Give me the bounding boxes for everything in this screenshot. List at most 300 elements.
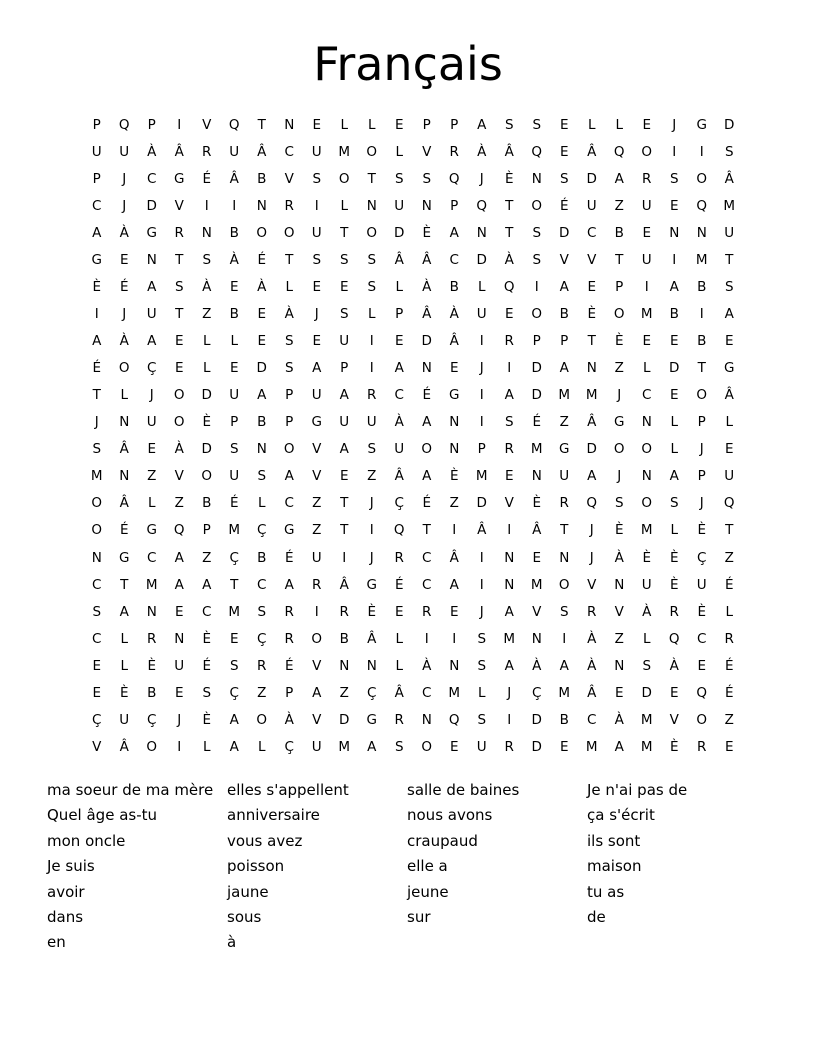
grid-letter[interactable]: A — [559, 279, 569, 296]
grid-letter[interactable]: O — [91, 522, 103, 539]
grid-letter[interactable]: E — [339, 279, 349, 296]
grid-letter[interactable]: I — [699, 144, 704, 161]
grid-letter[interactable]: N — [449, 414, 460, 431]
grid-letter[interactable]: V — [532, 603, 542, 620]
grid-letter[interactable]: É — [119, 522, 129, 539]
grid-letter[interactable]: É — [394, 576, 404, 593]
grid-letter[interactable]: I — [479, 387, 484, 404]
grid-letter[interactable]: M — [558, 684, 571, 701]
grid-letter[interactable]: I — [507, 522, 512, 539]
grid-letter[interactable]: A — [504, 387, 514, 404]
grid-letter[interactable]: P — [697, 414, 706, 431]
grid-letter[interactable]: E — [724, 441, 734, 458]
grid-letter[interactable]: I — [699, 306, 704, 323]
grid-letter[interactable]: G — [449, 387, 460, 404]
grid-letter[interactable]: Â — [587, 414, 597, 431]
grid-letter[interactable]: A — [559, 360, 569, 377]
grid-letter[interactable]: Â — [587, 684, 597, 701]
grid-letter[interactable]: Â — [449, 549, 459, 566]
grid-letter[interactable]: J — [122, 171, 127, 188]
grid-letter[interactable]: À — [449, 306, 459, 323]
grid-letter[interactable]: G — [284, 522, 295, 539]
grid-letter[interactable]: À — [642, 603, 652, 620]
grid-letter[interactable]: U — [641, 252, 652, 269]
grid-letter[interactable]: S — [339, 252, 349, 269]
grid-letter[interactable]: V — [202, 117, 212, 133]
grid-letter[interactable]: T — [505, 198, 514, 215]
grid-letter[interactable]: Q — [696, 684, 708, 701]
grid-letter[interactable]: V — [504, 495, 514, 512]
grid-letter[interactable]: R — [284, 198, 294, 215]
grid-letter[interactable]: J — [699, 441, 704, 458]
grid-letter[interactable]: M — [338, 738, 351, 755]
grid-letter[interactable]: G — [174, 171, 185, 188]
grid-letter[interactable]: A — [229, 738, 239, 755]
grid-letter[interactable]: L — [367, 117, 376, 133]
grid-letter[interactable]: R — [312, 576, 322, 593]
grid-letter[interactable]: É — [422, 387, 432, 404]
grid-letter[interactable]: J — [177, 711, 182, 728]
grid-letter[interactable]: J — [672, 117, 677, 133]
grid-letter[interactable]: L — [202, 738, 211, 755]
grid-letter[interactable]: U — [146, 306, 157, 323]
grid-letter[interactable]: Q — [531, 144, 543, 161]
grid-letter[interactable]: L — [477, 279, 486, 296]
grid-letter[interactable]: B — [669, 306, 679, 323]
grid-letter[interactable]: G — [366, 711, 377, 728]
grid-letter[interactable]: N — [421, 198, 432, 215]
grid-letter[interactable]: U — [366, 414, 377, 431]
grid-letter[interactable]: O — [421, 738, 433, 755]
grid-letter[interactable]: V — [312, 441, 322, 458]
grid-letter[interactable]: É — [257, 252, 267, 269]
grid-letter[interactable]: S — [559, 603, 569, 620]
grid-letter[interactable]: L — [642, 630, 651, 647]
grid-letter[interactable]: E — [642, 333, 652, 350]
grid-letter[interactable]: S — [202, 684, 212, 701]
grid-letter[interactable]: B — [229, 225, 239, 242]
grid-letter[interactable]: L — [395, 279, 404, 296]
grid-letter[interactable]: È — [504, 171, 514, 188]
grid-letter[interactable]: B — [257, 171, 267, 188]
grid-letter[interactable]: N — [91, 549, 102, 566]
grid-letter[interactable]: M — [228, 603, 241, 620]
grid-letter[interactable]: T — [340, 495, 349, 512]
grid-letter[interactable]: R — [697, 738, 707, 755]
grid-letter[interactable]: J — [479, 603, 484, 620]
grid-letter[interactable]: L — [202, 333, 211, 350]
grid-letter[interactable]: D — [531, 711, 542, 728]
grid-letter[interactable]: L — [257, 738, 266, 755]
grid-letter[interactable]: Z — [174, 495, 184, 512]
grid-letter[interactable]: O — [613, 441, 625, 458]
grid-letter[interactable]: I — [507, 711, 512, 728]
grid-letter[interactable]: N — [339, 657, 350, 674]
grid-letter[interactable]: D — [641, 684, 652, 701]
grid-letter[interactable]: A — [422, 414, 432, 431]
grid-letter[interactable]: É — [724, 684, 734, 701]
grid-letter[interactable]: I — [672, 252, 677, 269]
grid-letter[interactable]: È — [92, 279, 102, 296]
grid-letter[interactable]: É — [202, 657, 212, 674]
grid-letter[interactable]: I — [177, 738, 182, 755]
grid-letter[interactable]: J — [589, 522, 594, 539]
grid-letter[interactable]: À — [614, 711, 624, 728]
grid-letter[interactable]: Z — [147, 468, 157, 485]
grid-letter[interactable]: S — [642, 657, 652, 674]
grid-letter[interactable]: I — [479, 549, 484, 566]
grid-letter[interactable]: U — [229, 468, 240, 485]
grid-letter[interactable]: G — [119, 549, 130, 566]
grid-letter[interactable]: P — [147, 117, 156, 133]
grid-letter[interactable]: U — [91, 144, 102, 161]
grid-letter[interactable]: D — [201, 387, 212, 404]
grid-letter[interactable]: E — [449, 603, 459, 620]
grid-letter[interactable]: À — [202, 279, 212, 296]
grid-letter[interactable]: È — [449, 468, 459, 485]
grid-letter[interactable]: È — [642, 549, 652, 566]
grid-letter[interactable]: N — [531, 630, 542, 647]
grid-letter[interactable]: R — [504, 333, 514, 350]
grid-letter[interactable]: U — [476, 306, 487, 323]
grid-letter[interactable]: N — [504, 549, 515, 566]
grid-letter[interactable]: C — [449, 252, 459, 269]
grid-letter[interactable]: B — [559, 306, 569, 323]
grid-letter[interactable]: À — [284, 711, 294, 728]
grid-letter[interactable]: I — [644, 279, 649, 296]
grid-letter[interactable]: O — [173, 414, 185, 431]
grid-letter[interactable]: È — [669, 549, 679, 566]
grid-letter[interactable]: Â — [724, 387, 734, 404]
grid-letter[interactable]: Ç — [257, 522, 267, 539]
grid-letter[interactable]: Z — [202, 306, 212, 323]
grid-letter[interactable]: I — [479, 576, 484, 593]
grid-letter[interactable]: È — [587, 306, 597, 323]
grid-letter[interactable]: M — [475, 468, 488, 485]
grid-letter[interactable]: Q — [393, 522, 405, 539]
grid-letter[interactable]: N — [641, 414, 652, 431]
grid-letter[interactable]: I — [369, 522, 374, 539]
grid-letter[interactable]: O — [146, 738, 158, 755]
grid-letter[interactable]: V — [312, 711, 322, 728]
grid-letter[interactable]: A — [284, 468, 294, 485]
grid-letter[interactable]: È — [147, 657, 157, 674]
grid-letter[interactable]: E — [229, 279, 239, 296]
grid-letter[interactable]: A — [449, 225, 459, 242]
grid-letter[interactable]: S — [504, 117, 514, 133]
grid-letter[interactable]: L — [670, 522, 679, 539]
grid-letter[interactable]: T — [285, 252, 294, 269]
grid-letter[interactable]: U — [229, 387, 240, 404]
grid-letter[interactable]: C — [257, 576, 267, 593]
grid-letter[interactable]: V — [312, 657, 322, 674]
grid-letter[interactable]: À — [394, 414, 404, 431]
grid-letter[interactable]: I — [232, 198, 237, 215]
grid-letter[interactable]: Â — [449, 333, 459, 350]
grid-letter[interactable]: E — [147, 441, 157, 458]
grid-letter[interactable]: O — [91, 495, 103, 512]
grid-letter[interactable]: N — [696, 225, 707, 242]
grid-letter[interactable]: È — [669, 576, 679, 593]
grid-letter[interactable]: C — [422, 684, 432, 701]
grid-letter[interactable]: O — [696, 387, 708, 404]
grid-letter[interactable]: C — [642, 387, 652, 404]
grid-letter[interactable]: È — [697, 522, 707, 539]
grid-letter[interactable]: U — [696, 576, 707, 593]
grid-letter[interactable]: R — [339, 603, 349, 620]
grid-letter[interactable]: I — [534, 279, 539, 296]
grid-letter[interactable]: M — [338, 144, 351, 161]
grid-letter[interactable]: S — [229, 441, 239, 458]
grid-letter[interactable]: U — [394, 198, 405, 215]
grid-letter[interactable]: S — [339, 306, 349, 323]
grid-letter[interactable]: É — [422, 495, 432, 512]
grid-letter[interactable]: U — [311, 738, 322, 755]
grid-letter[interactable]: I — [204, 198, 209, 215]
grid-letter[interactable]: A — [92, 333, 102, 350]
grid-letter[interactable]: E — [394, 333, 404, 350]
grid-letter[interactable]: P — [697, 468, 706, 485]
grid-letter[interactable]: P — [285, 684, 294, 701]
grid-letter[interactable]: S — [284, 360, 294, 377]
grid-letter[interactable]: È — [697, 603, 707, 620]
grid-letter[interactable]: R — [587, 603, 597, 620]
grid-letter[interactable]: C — [147, 549, 157, 566]
grid-letter[interactable]: E — [559, 117, 569, 133]
grid-letter[interactable]: O — [641, 495, 653, 512]
grid-letter[interactable]: Z — [724, 549, 734, 566]
grid-letter[interactable]: A — [229, 711, 239, 728]
grid-letter[interactable]: D — [724, 117, 735, 133]
grid-letter[interactable]: I — [314, 603, 319, 620]
grid-letter[interactable]: E — [504, 468, 514, 485]
grid-letter[interactable]: È — [669, 738, 679, 755]
grid-letter[interactable]: T — [725, 522, 734, 539]
grid-letter[interactable]: T — [422, 522, 431, 539]
grid-letter[interactable]: U — [119, 711, 130, 728]
grid-letter[interactable]: R — [422, 603, 432, 620]
grid-letter[interactable]: J — [617, 468, 622, 485]
grid-letter[interactable]: S — [394, 738, 404, 755]
grid-letter[interactable]: N — [614, 657, 625, 674]
grid-letter[interactable]: C — [92, 630, 102, 647]
grid-letter[interactable]: R — [257, 657, 267, 674]
grid-letter[interactable]: B — [257, 414, 267, 431]
grid-letter[interactable]: À — [119, 225, 129, 242]
grid-letter[interactable]: E — [614, 684, 624, 701]
grid-letter[interactable]: E — [669, 684, 679, 701]
grid-letter[interactable]: C — [202, 603, 212, 620]
grid-letter[interactable]: E — [587, 279, 597, 296]
grid-letter[interactable]: É — [284, 657, 294, 674]
grid-letter[interactable]: E — [174, 603, 184, 620]
grid-letter[interactable]: C — [92, 576, 102, 593]
grid-letter[interactable]: U — [119, 144, 130, 161]
grid-letter[interactable]: Ç — [147, 360, 157, 377]
grid-letter[interactable]: T — [505, 225, 514, 242]
grid-letter[interactable]: D — [669, 360, 680, 377]
grid-letter[interactable]: B — [257, 549, 267, 566]
grid-letter[interactable]: A — [559, 657, 569, 674]
grid-letter[interactable]: E — [229, 630, 239, 647]
grid-letter[interactable]: U — [311, 225, 322, 242]
grid-letter[interactable]: U — [394, 441, 405, 458]
grid-letter[interactable]: M — [228, 522, 241, 539]
grid-letter[interactable]: G — [614, 414, 625, 431]
grid-letter[interactable]: Ç — [147, 711, 157, 728]
grid-letter[interactable]: G — [146, 225, 157, 242]
grid-letter[interactable]: S — [477, 630, 487, 647]
grid-letter[interactable]: J — [122, 198, 127, 215]
grid-letter[interactable]: D — [559, 225, 570, 242]
grid-letter[interactable]: P — [340, 360, 349, 377]
grid-letter[interactable]: U — [586, 198, 597, 215]
grid-letter[interactable]: J — [507, 684, 512, 701]
grid-letter[interactable]: T — [120, 576, 129, 593]
grid-letter[interactable]: A — [724, 306, 734, 323]
grid-letter[interactable]: D — [339, 711, 350, 728]
grid-letter[interactable]: A — [669, 468, 679, 485]
grid-letter[interactable]: Â — [477, 522, 487, 539]
grid-letter[interactable]: T — [725, 252, 734, 269]
grid-letter[interactable]: É — [724, 576, 734, 593]
grid-letter[interactable]: J — [589, 549, 594, 566]
grid-letter[interactable]: G — [696, 117, 707, 133]
grid-letter[interactable]: A — [587, 468, 597, 485]
grid-letter[interactable]: U — [641, 576, 652, 593]
grid-letter[interactable]: N — [284, 117, 295, 133]
grid-letter[interactable]: P — [92, 117, 101, 133]
grid-letter[interactable]: E — [312, 117, 322, 133]
grid-letter[interactable]: I — [479, 414, 484, 431]
grid-letter[interactable]: É — [119, 279, 129, 296]
grid-letter[interactable]: B — [697, 333, 707, 350]
grid-letter[interactable]: M — [695, 252, 708, 269]
grid-letter[interactable]: Ç — [367, 684, 377, 701]
grid-letter[interactable]: M — [145, 576, 158, 593]
grid-letter[interactable]: A — [119, 603, 129, 620]
grid-letter[interactable]: À — [587, 630, 597, 647]
grid-letter[interactable]: G — [559, 441, 570, 458]
grid-letter[interactable]: R — [202, 144, 212, 161]
grid-letter[interactable]: D — [586, 441, 597, 458]
grid-letter[interactable]: L — [257, 495, 266, 512]
grid-letter[interactable]: U — [339, 333, 350, 350]
grid-letter[interactable]: T — [92, 387, 101, 404]
grid-letter[interactable]: E — [642, 225, 652, 242]
grid-letter[interactable]: L — [642, 360, 651, 377]
grid-letter[interactable]: É — [202, 171, 212, 188]
grid-letter[interactable]: Z — [724, 711, 734, 728]
grid-letter[interactable]: R — [724, 630, 734, 647]
grid-letter[interactable]: L — [615, 117, 624, 133]
grid-letter[interactable]: Â — [394, 684, 404, 701]
grid-letter[interactable]: A — [92, 225, 102, 242]
grid-letter[interactable]: N — [174, 630, 185, 647]
grid-letter[interactable]: L — [120, 387, 129, 404]
grid-letter[interactable]: N — [421, 360, 432, 377]
grid-letter[interactable]: J — [369, 495, 374, 512]
grid-letter[interactable]: O — [366, 144, 378, 161]
grid-letter[interactable]: P — [92, 171, 101, 188]
grid-letter[interactable]: V — [422, 144, 432, 161]
grid-letter[interactable]: U — [146, 414, 157, 431]
grid-letter[interactable]: E — [92, 657, 102, 674]
grid-letter[interactable]: Q — [173, 522, 185, 539]
grid-letter[interactable]: E — [724, 333, 734, 350]
grid-letter[interactable]: L — [725, 603, 734, 620]
grid-letter[interactable]: Z — [559, 414, 569, 431]
grid-letter[interactable]: S — [229, 657, 239, 674]
grid-letter[interactable]: L — [340, 198, 349, 215]
grid-letter[interactable]: A — [614, 171, 624, 188]
grid-letter[interactable]: T — [340, 522, 349, 539]
grid-letter[interactable]: C — [284, 144, 294, 161]
grid-letter[interactable]: N — [614, 576, 625, 593]
grid-letter[interactable]: V — [587, 576, 597, 593]
grid-letter[interactable]: E — [174, 684, 184, 701]
grid-letter[interactable]: T — [367, 171, 376, 188]
grid-letter[interactable]: À — [532, 657, 542, 674]
grid-letter[interactable]: U — [229, 144, 240, 161]
grid-letter[interactable]: N — [476, 225, 487, 242]
grid-letter[interactable]: V — [174, 198, 184, 215]
grid-letter[interactable]: D — [476, 252, 487, 269]
grid-letter[interactable]: L — [395, 657, 404, 674]
grid-letter[interactable]: È — [614, 522, 624, 539]
grid-letter[interactable]: S — [504, 414, 514, 431]
grid-letter[interactable]: À — [284, 306, 294, 323]
grid-letter[interactable]: Ç — [284, 738, 294, 755]
grid-letter[interactable]: A — [202, 576, 212, 593]
grid-letter[interactable]: O — [256, 225, 268, 242]
grid-letter[interactable]: I — [369, 333, 374, 350]
grid-letter[interactable]: A — [394, 360, 404, 377]
grid-letter[interactable]: D — [531, 738, 542, 755]
grid-letter[interactable]: V — [559, 252, 569, 269]
grid-letter[interactable]: N — [531, 171, 542, 188]
grid-letter[interactable]: D — [531, 360, 542, 377]
grid-letter[interactable]: Q — [723, 495, 735, 512]
grid-letter[interactable]: Â — [724, 171, 734, 188]
grid-letter[interactable]: N — [421, 711, 432, 728]
grid-letter[interactable]: S — [367, 252, 377, 269]
grid-letter[interactable]: E — [229, 360, 239, 377]
grid-letter[interactable]: G — [724, 360, 735, 377]
grid-letter[interactable]: N — [119, 414, 130, 431]
grid-letter[interactable]: L — [202, 360, 211, 377]
grid-letter[interactable]: S — [532, 225, 542, 242]
grid-letter[interactable]: O — [558, 576, 570, 593]
grid-letter[interactable]: C — [92, 198, 102, 215]
grid-letter[interactable]: A — [367, 738, 377, 755]
grid-letter[interactable]: N — [449, 441, 460, 458]
grid-letter[interactable]: À — [119, 333, 129, 350]
grid-letter[interactable]: I — [452, 630, 457, 647]
grid-letter[interactable]: O — [366, 225, 378, 242]
grid-letter[interactable]: À — [504, 252, 514, 269]
grid-letter[interactable]: C — [284, 495, 294, 512]
grid-letter[interactable]: È — [367, 603, 377, 620]
grid-letter[interactable]: Â — [119, 495, 129, 512]
grid-letter[interactable]: V — [174, 468, 184, 485]
grid-letter[interactable]: Â — [119, 441, 129, 458]
grid-letter[interactable]: L — [147, 495, 156, 512]
grid-letter[interactable]: U — [724, 468, 735, 485]
grid-letter[interactable]: Ç — [532, 684, 542, 701]
grid-letter[interactable]: A — [449, 576, 459, 593]
grid-letter[interactable]: P — [230, 414, 239, 431]
